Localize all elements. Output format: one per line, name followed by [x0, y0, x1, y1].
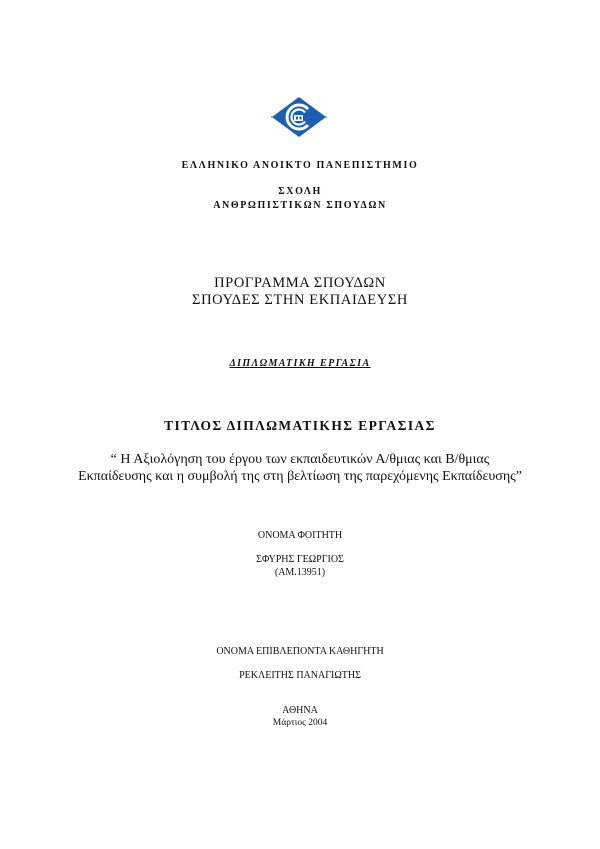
school-name: ΑΝΘΡΩΠΙΣΤΙΚΩΝ ΣΠΟΥΔΩΝ — [213, 200, 387, 211]
thesis-title-line-1: “ Η Αξιολόγηση του έργου των εκπαιδευτικών Α/θμιας και Β/θμιας — [110, 452, 490, 467]
supervisor-label: ΟΝΟΜΑ ΕΠΙΒΛΕΠΟΝΤΑ ΚΑΘΗΓΗΤΗ — [216, 646, 384, 657]
university-name: ΕΛΛΗΝΙΚΟ ΑΝΟΙΚΤΟ ΠΑΝΕΠΙΣΤΗΜΙΟ — [181, 160, 419, 171]
program-name: ΣΠΟΥΔΕΣ ΣΤΗΝ ΕΚΠΑΙΔΕΥΣΗ — [192, 292, 408, 308]
thesis-type-label: ΔΙΠΛΩΜΑΤΙΚΗ ΕΡΓΑΣΙΑ — [229, 358, 371, 369]
date: Μάρτιος 2004 — [272, 718, 328, 728]
supervisor-name: ΡΕΚΛΕΙΤΗΣ ΠΑΝΑΓΙΩΤΗΣ — [239, 670, 361, 681]
student-label: ΟΝΟΜΑ ΦΟΙΤΗΤΗ — [257, 530, 343, 541]
thesis-title-line-2: Εκπαίδευσης και η συμβολή της στη βελτίωση της παρεχόμενης Εκπαίδευσης” — [78, 469, 522, 484]
student-id: (ΑΜ.13951) — [274, 567, 326, 578]
city: ΑΘΗΝΑ — [282, 705, 318, 716]
thesis-title-heading: ΤΙΤΛΟΣ ΔΙΠΛΩΜΑΤΙΚΗΣ ΕΡΓΑΣΙΑΣ — [164, 418, 436, 433]
student-name: ΣΦΥΡΗΣ ΓΕΩΡΓΙΟΣ — [256, 554, 344, 565]
school-label: ΣΧΟΛΗ — [278, 186, 322, 197]
program-title: ΠΡΟΓΡΑΜΜΑ ΣΠΟΥΔΩΝ — [214, 275, 386, 291]
university-logo-icon — [271, 96, 327, 138]
